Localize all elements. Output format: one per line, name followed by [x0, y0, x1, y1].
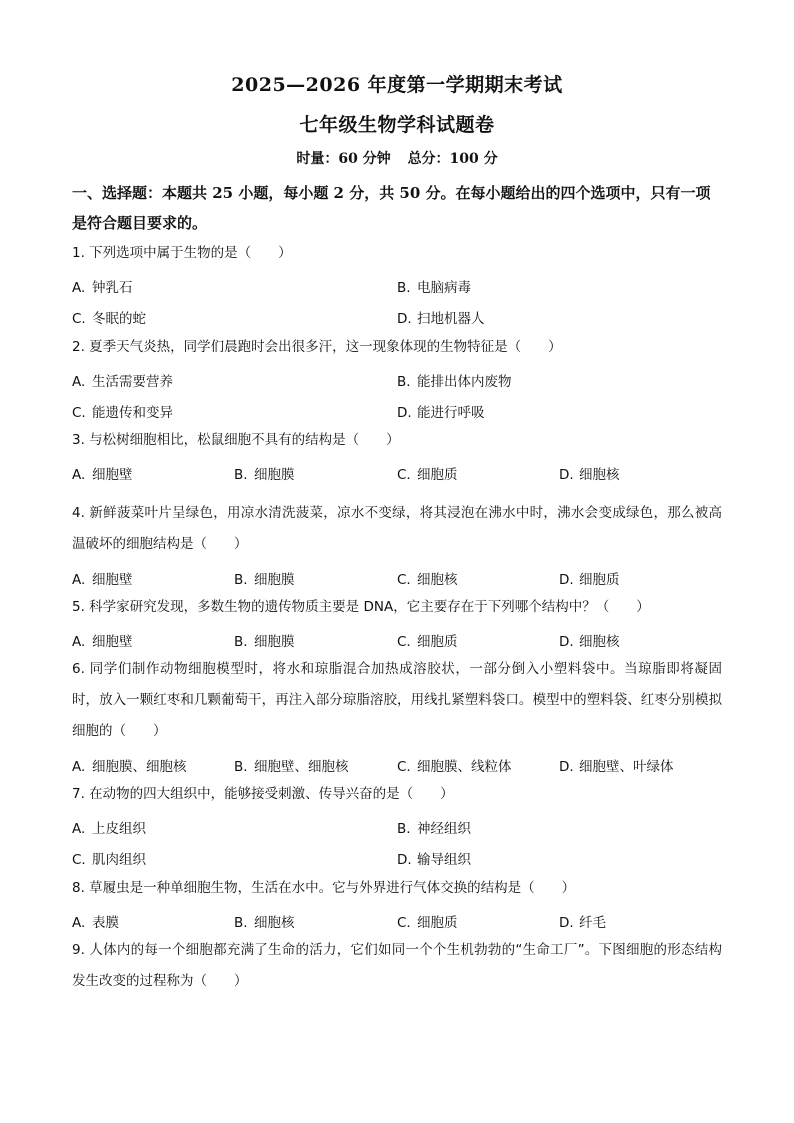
option-letter: A.	[72, 572, 86, 588]
option-text: 生活需要营养	[92, 374, 173, 390]
option-text: 细胞质	[417, 467, 458, 483]
exam-title: 2025—2026 年度第一学期期末考试	[231, 74, 563, 96]
option-letter: A.	[72, 634, 86, 650]
option-text: 冬眠的蛇	[92, 311, 146, 327]
option-2c[interactable]	[72, 401, 173, 421]
option-text: 细胞壁、叶绿体	[579, 759, 674, 775]
option-5d[interactable]	[559, 630, 620, 650]
option-5a[interactable]	[72, 630, 133, 650]
option-4d[interactable]	[559, 568, 620, 588]
option-letter: C.	[397, 759, 411, 775]
option-letter: C.	[72, 311, 86, 327]
option-letter: B.	[234, 759, 248, 775]
option-text: 表膜	[92, 915, 119, 931]
option-letter: C.	[72, 852, 86, 868]
option-text: 细胞壁	[92, 467, 133, 483]
option-letter: D.	[559, 467, 574, 483]
option-7d[interactable]	[397, 848, 471, 868]
option-text: 细胞膜	[254, 467, 295, 483]
option-2b[interactable]	[397, 370, 512, 390]
option-letter: B.	[234, 634, 248, 650]
option-letter: D.	[397, 852, 412, 868]
option-letter: D.	[397, 311, 412, 327]
option-4b[interactable]	[234, 568, 295, 588]
option-8d[interactable]	[559, 911, 606, 931]
option-2a[interactable]	[72, 370, 173, 390]
option-text: 细胞质	[417, 634, 458, 650]
option-8b[interactable]	[234, 911, 295, 931]
option-letter: B.	[234, 572, 248, 588]
option-text: 能遗传和变异	[92, 405, 173, 421]
option-text: 细胞核	[254, 915, 295, 931]
option-7b[interactable]	[397, 817, 471, 837]
option-letter: C.	[397, 634, 411, 650]
option-3a[interactable]	[72, 463, 133, 483]
option-text: 输导组织	[417, 852, 471, 868]
option-7c[interactable]	[72, 848, 146, 868]
option-3c[interactable]	[397, 463, 458, 483]
option-text: 神经组织	[417, 821, 471, 837]
option-5b[interactable]	[234, 630, 295, 650]
option-letter: C.	[397, 467, 411, 483]
option-6d[interactable]	[559, 755, 674, 775]
question-6: 6. 同学们制作动物细胞模型时，将水和琼脂混合加热成溶胶状，一部分倒入小塑料袋中。当琼脂即将凝固时，放入一颗红枣和几颗葡萄干，再注入部分琼脂溶胶，用线扎紧塑料袋口。模型中的塑料袋、红枣分别模拟细胞的（ ）	[72, 661, 722, 739]
option-letter: A.	[72, 280, 86, 296]
option-8a[interactable]	[72, 911, 119, 931]
option-letter: C.	[397, 915, 411, 931]
option-4a[interactable]	[72, 568, 133, 588]
option-letter: D.	[397, 405, 412, 421]
option-letter: B.	[397, 280, 411, 296]
option-letter: B.	[397, 374, 411, 390]
option-text: 细胞核	[579, 634, 620, 650]
option-5c[interactable]	[397, 630, 458, 650]
option-8c[interactable]	[397, 911, 458, 931]
option-letter: A.	[72, 467, 86, 483]
option-text: 细胞壁、细胞核	[254, 759, 349, 775]
option-text: 细胞壁	[92, 572, 133, 588]
option-1d[interactable]	[397, 307, 485, 327]
option-text: 能排出体内废物	[417, 374, 512, 390]
option-text: 细胞壁	[92, 634, 133, 650]
option-letter: A.	[72, 821, 86, 837]
question-9: 9. 人体内的每一个细胞都充满了生命的活力，它们如同一个个生机勃勃的“生命工厂”。下图细胞的形态结构发生改变的过程称为（ ）	[72, 942, 722, 989]
option-text: 细胞质	[417, 915, 458, 931]
question-3: 3. 与松树细胞相比，松鼠细胞不具有的结构是（ ）	[72, 432, 400, 448]
option-3d[interactable]	[559, 463, 620, 483]
option-letter: B.	[397, 821, 411, 837]
option-text: 细胞核	[579, 467, 620, 483]
question-7: 7. 在动物的四大组织中，能够接受刺激、传导兴奋的是（ ）	[72, 786, 454, 802]
option-text: 上皮组织	[92, 821, 146, 837]
option-text: 扫地机器人	[417, 311, 485, 327]
option-4c[interactable]	[397, 568, 458, 588]
option-letter: D.	[559, 915, 574, 931]
option-letter: C.	[72, 405, 86, 421]
option-text: 钟乳石	[92, 280, 133, 296]
question-5: 5. 科学家研究发现，多数生物的遗传物质主要是 DNA，它主要存在于下列哪个结构中？（ ）	[72, 599, 650, 615]
option-text: 细胞膜、线粒体	[417, 759, 512, 775]
option-letter: D.	[559, 634, 574, 650]
option-letter: D.	[559, 572, 574, 588]
exam-meta	[0, 148, 794, 168]
question-2: 2. 夏季天气炎热，同学们晨跑时会出很多汗，这一现象体现的生物特征是（ ）	[72, 339, 562, 355]
option-6b[interactable]	[234, 755, 349, 775]
option-letter: A.	[72, 915, 86, 931]
total-score: 总分：100 分	[407, 151, 498, 167]
exam-subtitle: 七年级生物学科试题卷	[299, 114, 495, 136]
option-7a[interactable]	[72, 817, 146, 837]
option-3b[interactable]	[234, 463, 295, 483]
option-text: 细胞核	[417, 572, 458, 588]
option-text: 纤毛	[579, 915, 606, 931]
option-text: 细胞膜	[254, 634, 295, 650]
option-letter: B.	[234, 467, 248, 483]
option-1a[interactable]	[72, 276, 133, 296]
option-text: 细胞膜、细胞核	[92, 759, 187, 775]
option-text: 细胞膜	[254, 572, 295, 588]
option-6c[interactable]	[397, 755, 512, 775]
option-letter: A.	[72, 759, 86, 775]
option-letter: B.	[234, 915, 248, 931]
option-1b[interactable]	[397, 276, 471, 296]
option-6a[interactable]	[72, 755, 187, 775]
option-letter: C.	[397, 572, 411, 588]
option-text: 细胞质	[579, 572, 620, 588]
question-8: 8. 草履虫是一种单细胞生物，生活在水中。它与外界进行气体交换的结构是（ ）	[72, 880, 576, 896]
option-text: 肌肉组织	[92, 852, 146, 868]
option-letter: A.	[72, 374, 86, 390]
section-heading: 一、选择题：本题共 25 小题，每小题 2 分，共 50 分。在每小题给出的四个选项中，只有一项是符合题目要求的。	[72, 184, 711, 232]
option-2d[interactable]	[397, 401, 485, 421]
question-4: 4. 新鲜菠菜叶片呈绿色，用凉水清洗菠菜，凉水不变绿，将其浸泡在沸水中时，沸水会变成绿色，那么被高温破坏的细胞结构是（ ）	[72, 505, 722, 552]
option-text: 能进行呼吸	[417, 405, 485, 421]
question-1: 1. 下列选项中属于生物的是（ ）	[72, 245, 292, 261]
option-text: 电脑病毒	[417, 280, 471, 296]
time-limit: 时量：60 分钟	[296, 151, 391, 167]
option-1c[interactable]	[72, 307, 146, 327]
option-letter: D.	[559, 759, 574, 775]
